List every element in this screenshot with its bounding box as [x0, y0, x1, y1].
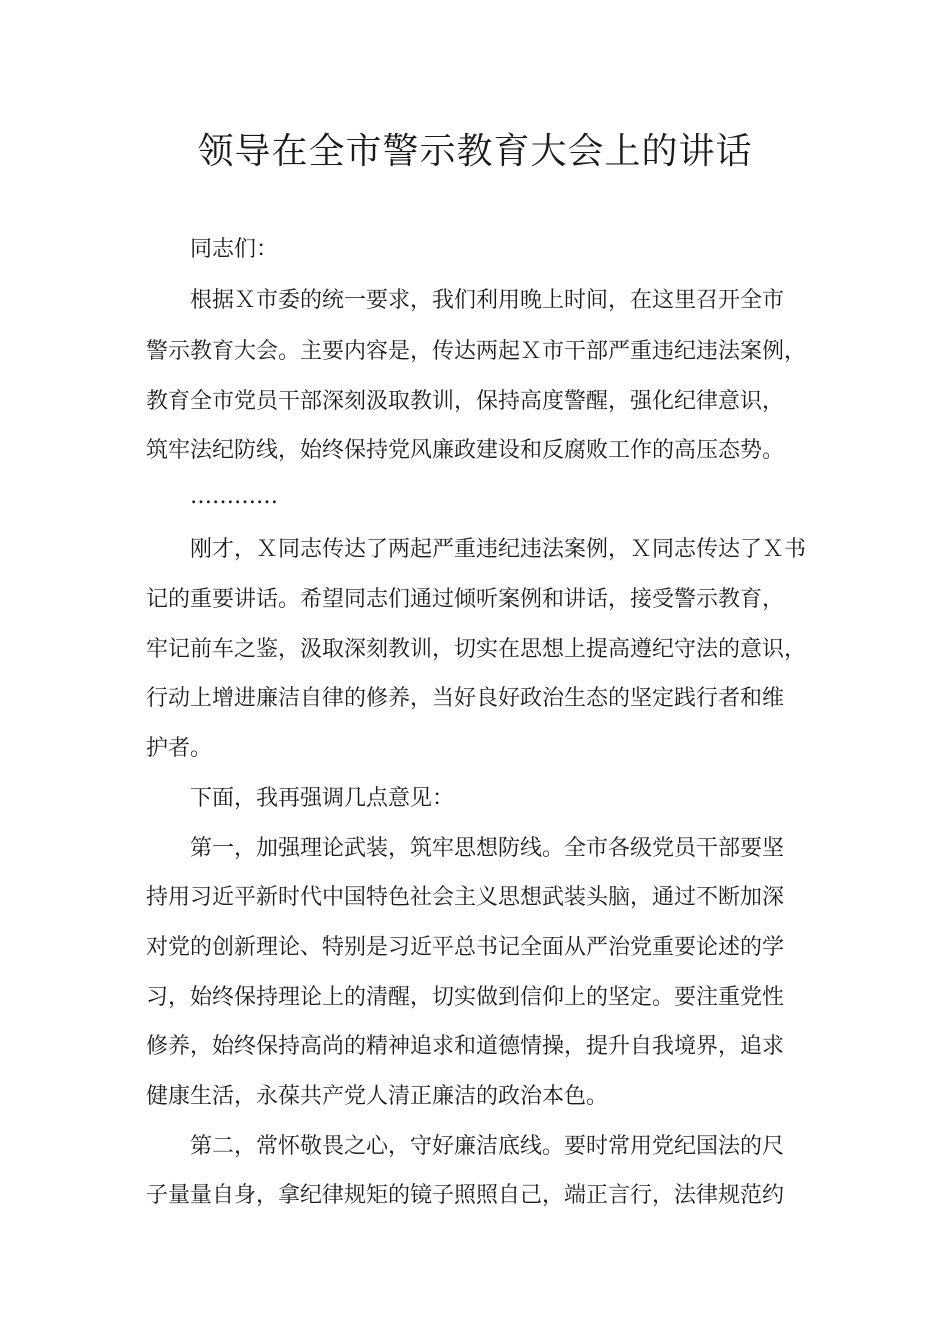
text-line: 对党的创新理论、特别是习近平总书记全面从严治党重要论述的学: [146, 935, 785, 960]
text-line: …………: [190, 484, 278, 509]
text-line: 下面，我再强调几点意见：: [190, 786, 455, 811]
document-title: 领导在全市警示教育大会上的讲话: [197, 131, 753, 172]
text-line: 牢记前车之鉴，汲取深刻教训，切实在思想上提高遵纪守法的意识，: [146, 637, 807, 662]
text-line: 记的重要讲话。希望同志们通过倾听案例和讲话，接受警示教育，: [146, 587, 785, 612]
text-line: 第二，常怀敬畏之心，守好廉洁底线。要时常用党纪国法的尺: [190, 1134, 785, 1159]
text-line: 护者。: [146, 736, 213, 761]
text-line: 刚才，Ｘ同志传达了两起严重违纪违法案例，Ｘ同志传达了Ｘ书: [190, 537, 807, 562]
text-line: 筑牢法纪防线，始终保持党风廉政建设和反腐败工作的高压态势。: [146, 438, 785, 463]
text-line: 修养，始终保持高尚的精神追求和道德情操，提升自我境界，追求: [146, 1034, 785, 1059]
text-line: 教育全市党员干部深刻汲取教训，保持高度警醒，强化纪律意识，: [146, 389, 785, 414]
text-line: 行动上增进廉洁自律的修养，当好良好政治生态的坚定践行者和维: [146, 686, 785, 711]
text-line: 警示教育大会。主要内容是，传达两起Ｘ市干部严重违纪违法案例，: [146, 339, 807, 364]
text-line: 根据Ｘ市委的统一要求，我们利用晚上时间，在这里召开全市: [190, 288, 785, 313]
text-line: 健康生活，永葆共产党人清正廉洁的政治本色。: [146, 1084, 609, 1109]
text-line: 第一，加强理论武装，筑牢思想防线。全市各级党员干部要坚: [190, 836, 785, 861]
text-line: 子量量自身，拿纪律规矩的镜子照照自己，端正言行，法律规范约: [146, 1183, 785, 1208]
text-line: 习，始终保持理论上的清醒，切实做到信仰上的坚定。要注重党性: [146, 985, 785, 1010]
text-line: 持用习近平新时代中国特色社会主义思想武装头脑，通过不断加深: [146, 885, 785, 910]
text-line: 同志们：: [190, 237, 279, 262]
